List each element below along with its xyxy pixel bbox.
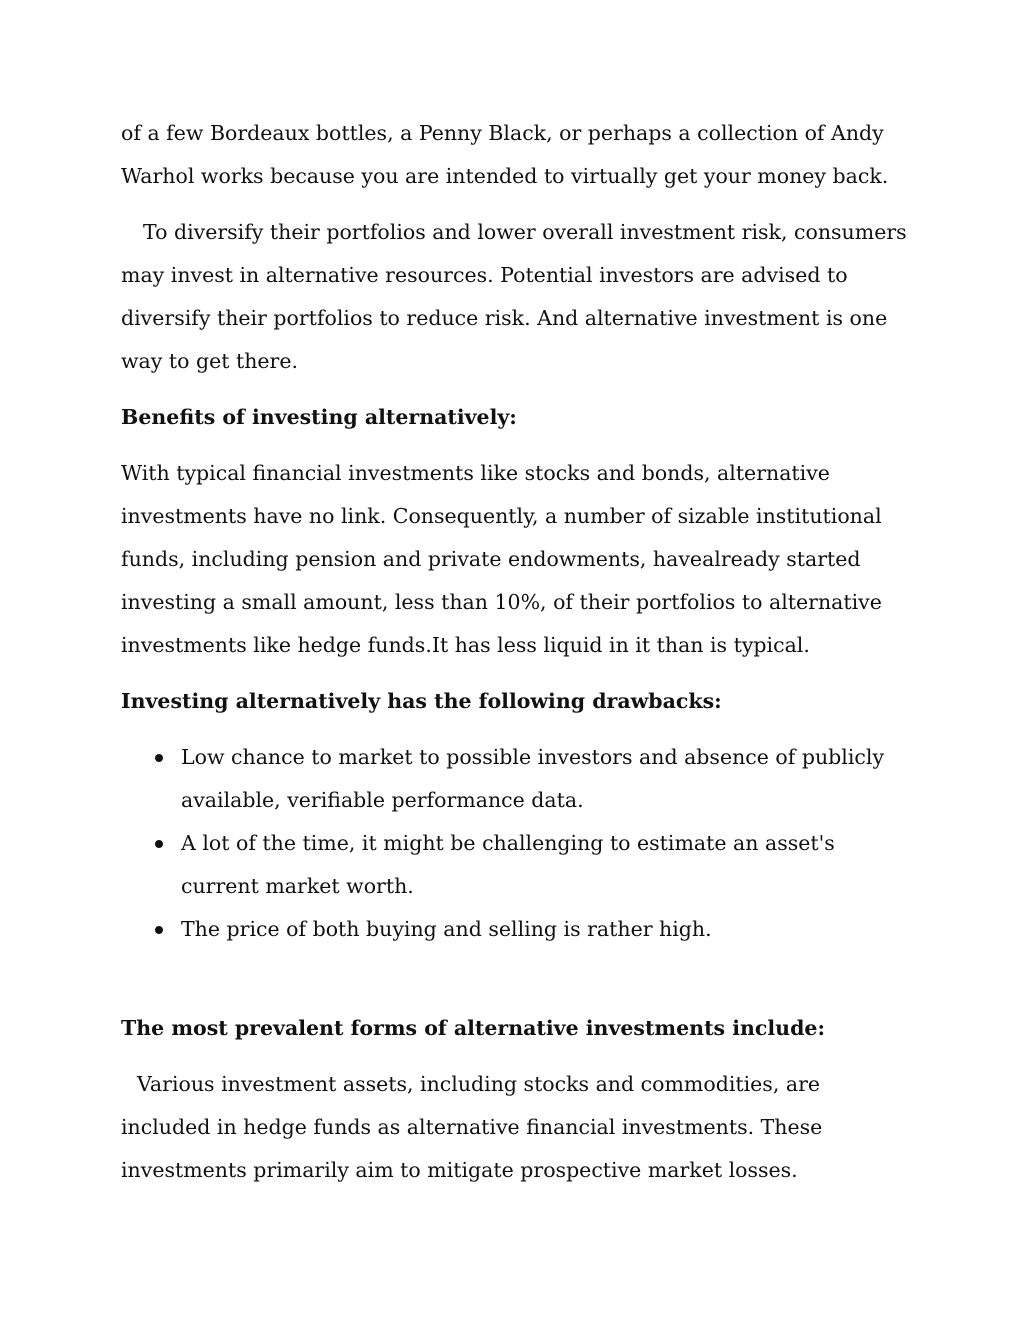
heading-benefits: Benefits of investing alternatively: — [121, 405, 517, 429]
paragraph-intro: of a few Bordeaux bottles, a Penny Black, or perhaps a collection of Andy Warhol works because you are intended to virtually get your money back. — [121, 121, 889, 188]
drawbacks-list — [121, 736, 911, 951]
list-item: Low chance to market to possible investors and absence of publicly available, verifiable performance data. — [181, 736, 911, 822]
section-spacer — [121, 964, 911, 1007]
list-item: The price of both buying and selling is rather high. — [181, 908, 911, 951]
paragraph-diversify: To diversify their portfolios and lower overall investment risk, consumers may invest in alternative resources. Potential investors are advised to diversify their portfolios to reduce risk. And alternative investment is one way to get there. — [121, 220, 907, 373]
heading-forms: The most prevalent forms of alternative investments include: — [121, 1016, 826, 1040]
document-page — [121, 112, 911, 1205]
paragraph-benefits: With typical financial investments like stocks and bonds, alternative investments have no link. Consequently, a number of sizable institutional funds, including pension and private endowments, havealready started investing a small amount, less than 10%, of their portfolios to alternative investments like hedge funds.It has less liquid in it than is typical. — [121, 461, 882, 657]
heading-drawbacks: Investing alternatively has the following drawbacks: — [121, 689, 722, 713]
list-item: A lot of the time, it might be challenging to estimate an asset's current market worth. — [181, 822, 911, 908]
paragraph-hedge-funds: Various investment assets, including stocks and commodities, are included in hedge funds as alternative financial investments. These investments primarily aim to mitigate prospective market losses. — [121, 1072, 823, 1182]
